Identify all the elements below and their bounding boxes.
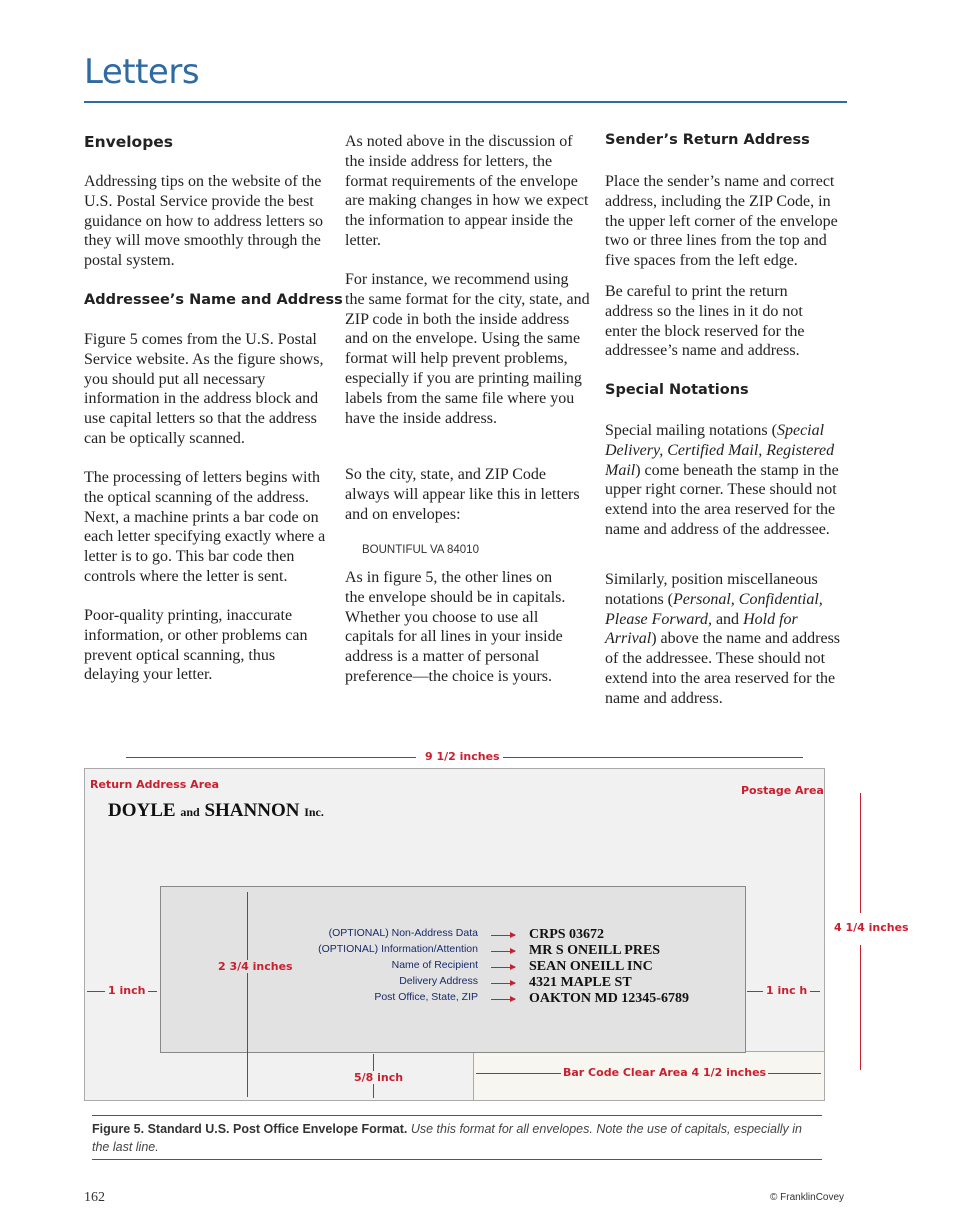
- figure-caption: [92, 1115, 822, 1160]
- postage-area-label: Postage Area: [741, 784, 824, 797]
- paragraph: As noted above in the discussion of the inside address for letters, the format requirements of the envelope are making changes in how we expect the information to appear inside the letter.: [345, 133, 589, 249]
- heading-envelopes: Envelopes: [84, 133, 174, 151]
- paragraph: Place the sender’s name and correct address, including the ZIP Code, in the upper left corner of the envelope two or three lines from the top and five spaces from the left edge.: [605, 173, 838, 270]
- paragraph: The processing of letters begins with the optical scanning of the address. Next, a machine prints a bar code on each letter specifying exactly where a letter is to go. This bar code then controls where the letter is sent.: [84, 469, 326, 585]
- paragraph: As in figure 5, the other lines on the envelope should be in capitals. Whether you choose to use all capitals for all lines in your inside address is a matter of personal preference—the choice is yours.: [345, 569, 566, 685]
- paragraph: [605, 570, 845, 709]
- arrow-icon: [491, 935, 515, 936]
- row-label: Post Office, State, ZIP: [374, 991, 478, 1003]
- bottom-gap-label: 5/8 inch: [354, 1071, 404, 1084]
- arrow-icon: [491, 951, 515, 952]
- row-value: MR S ONEILL PRES: [529, 943, 661, 958]
- row-label: Name of Recipient: [391, 959, 478, 971]
- height-label: 4 1/4 inches: [834, 921, 909, 934]
- left-margin-label: 1 inch: [105, 984, 148, 997]
- row-label: (OPTIONAL) Information/Attention: [318, 943, 478, 955]
- height-arrow-top: [860, 793, 861, 913]
- return-company-name: [108, 800, 324, 822]
- width-arrow-right: [503, 757, 803, 758]
- return-address-area-label: Return Address Area: [90, 778, 219, 791]
- block-height-label: 2 3/4 inches: [218, 960, 293, 973]
- text: Similarly, position miscellaneous notations (: [605, 571, 818, 608]
- text: Special mailing notations (: [605, 422, 777, 439]
- row-value: 4321 MAPLE ST: [529, 975, 632, 990]
- row-label: Delivery Address: [399, 975, 478, 987]
- block-height-arrow: [247, 892, 248, 1097]
- page-number: 162: [84, 1190, 105, 1205]
- text-italic: Personal, Confidential, Please Forward,: [605, 590, 823, 628]
- paragraph: Be careful to print the return address so the lines in it do not enter the block reserved for the addressee’s name and address.: [605, 283, 805, 360]
- text-italic: Hold for Arrival: [605, 610, 798, 648]
- text: and: [711, 610, 744, 628]
- right-margin-label: 1 inc h: [763, 984, 810, 997]
- row-value: CRPS 03672: [529, 927, 605, 942]
- page-title: Letters: [84, 52, 200, 92]
- paragraph: [605, 421, 850, 540]
- arrow-icon: [491, 999, 515, 1000]
- text: and: [180, 805, 200, 819]
- caption-title: Figure 5. Standard U.S. Post Office Envelope Format.: [92, 1122, 408, 1136]
- paragraph: Figure 5 comes from the U.S. Postal Service website. As the figure shows, you should put all necessary information in the address block and use capital letters so that the address can be optically scanned.: [84, 331, 324, 447]
- paragraph: So the city, state, and ZIP Code always will appear like this in letters and on envelopes:: [345, 466, 580, 523]
- text: ) above the name and address of the addressee. These should not extend into the area reserved for the name and address.: [605, 630, 841, 707]
- heading-addressee: Addressee’s Name and Address: [84, 292, 343, 308]
- row-value: OAKTON MD 12345-6789: [529, 991, 689, 1006]
- row-label: (OPTIONAL) Non-Address Data: [328, 927, 478, 939]
- title-rule: [84, 101, 847, 103]
- caption-text: Use this format for all envelopes. Note the use of capitals, especially in the last line.: [92, 1122, 802, 1154]
- text: DOYLE: [108, 800, 176, 821]
- paragraph: Poor-quality printing, inaccurate information, or other problems can prevent optical scanning, thus delaying your letter.: [84, 607, 308, 684]
- row-value: SEAN ONEILL INC: [529, 959, 653, 974]
- width-label: 9 1/2 inches: [425, 750, 500, 763]
- text: SHANNON: [204, 800, 300, 821]
- copyright: © FranklinCovey: [770, 1192, 845, 1203]
- paragraph: For instance, we recommend using the same format for the city, state, and ZIP code in both the inside address and on the envelope. Using the same format will help prevent problems, especially if you are printing mailing labels from the same file where you have the inside address.: [345, 271, 590, 427]
- text-italic: Special Delivery, Certified Mail, Registered Mail: [605, 422, 835, 479]
- heading-return-address: Sender’s Return Address: [605, 132, 810, 148]
- barcode-label: Bar Code Clear Area 4 1/2 inches: [563, 1066, 767, 1079]
- paragraph: Addressing tips on the website of the U.S. Postal Service provide the best guidance on how to address letters so they will move smoothly through the postal system.: [84, 173, 324, 270]
- heading-special-notations: Special Notations: [605, 382, 749, 398]
- height-arrow-bottom: [860, 945, 861, 1070]
- width-arrow-left: [126, 757, 416, 758]
- arrow-icon: [491, 967, 515, 968]
- text: ) come beneath the stamp in the upper right corner. These should not extend into the area reserved for the name and address of the addressee.: [605, 461, 839, 538]
- arrow-icon: [491, 983, 515, 984]
- sample-address: BOUNTIFUL VA 84010: [362, 544, 479, 556]
- text: Inc.: [304, 805, 324, 819]
